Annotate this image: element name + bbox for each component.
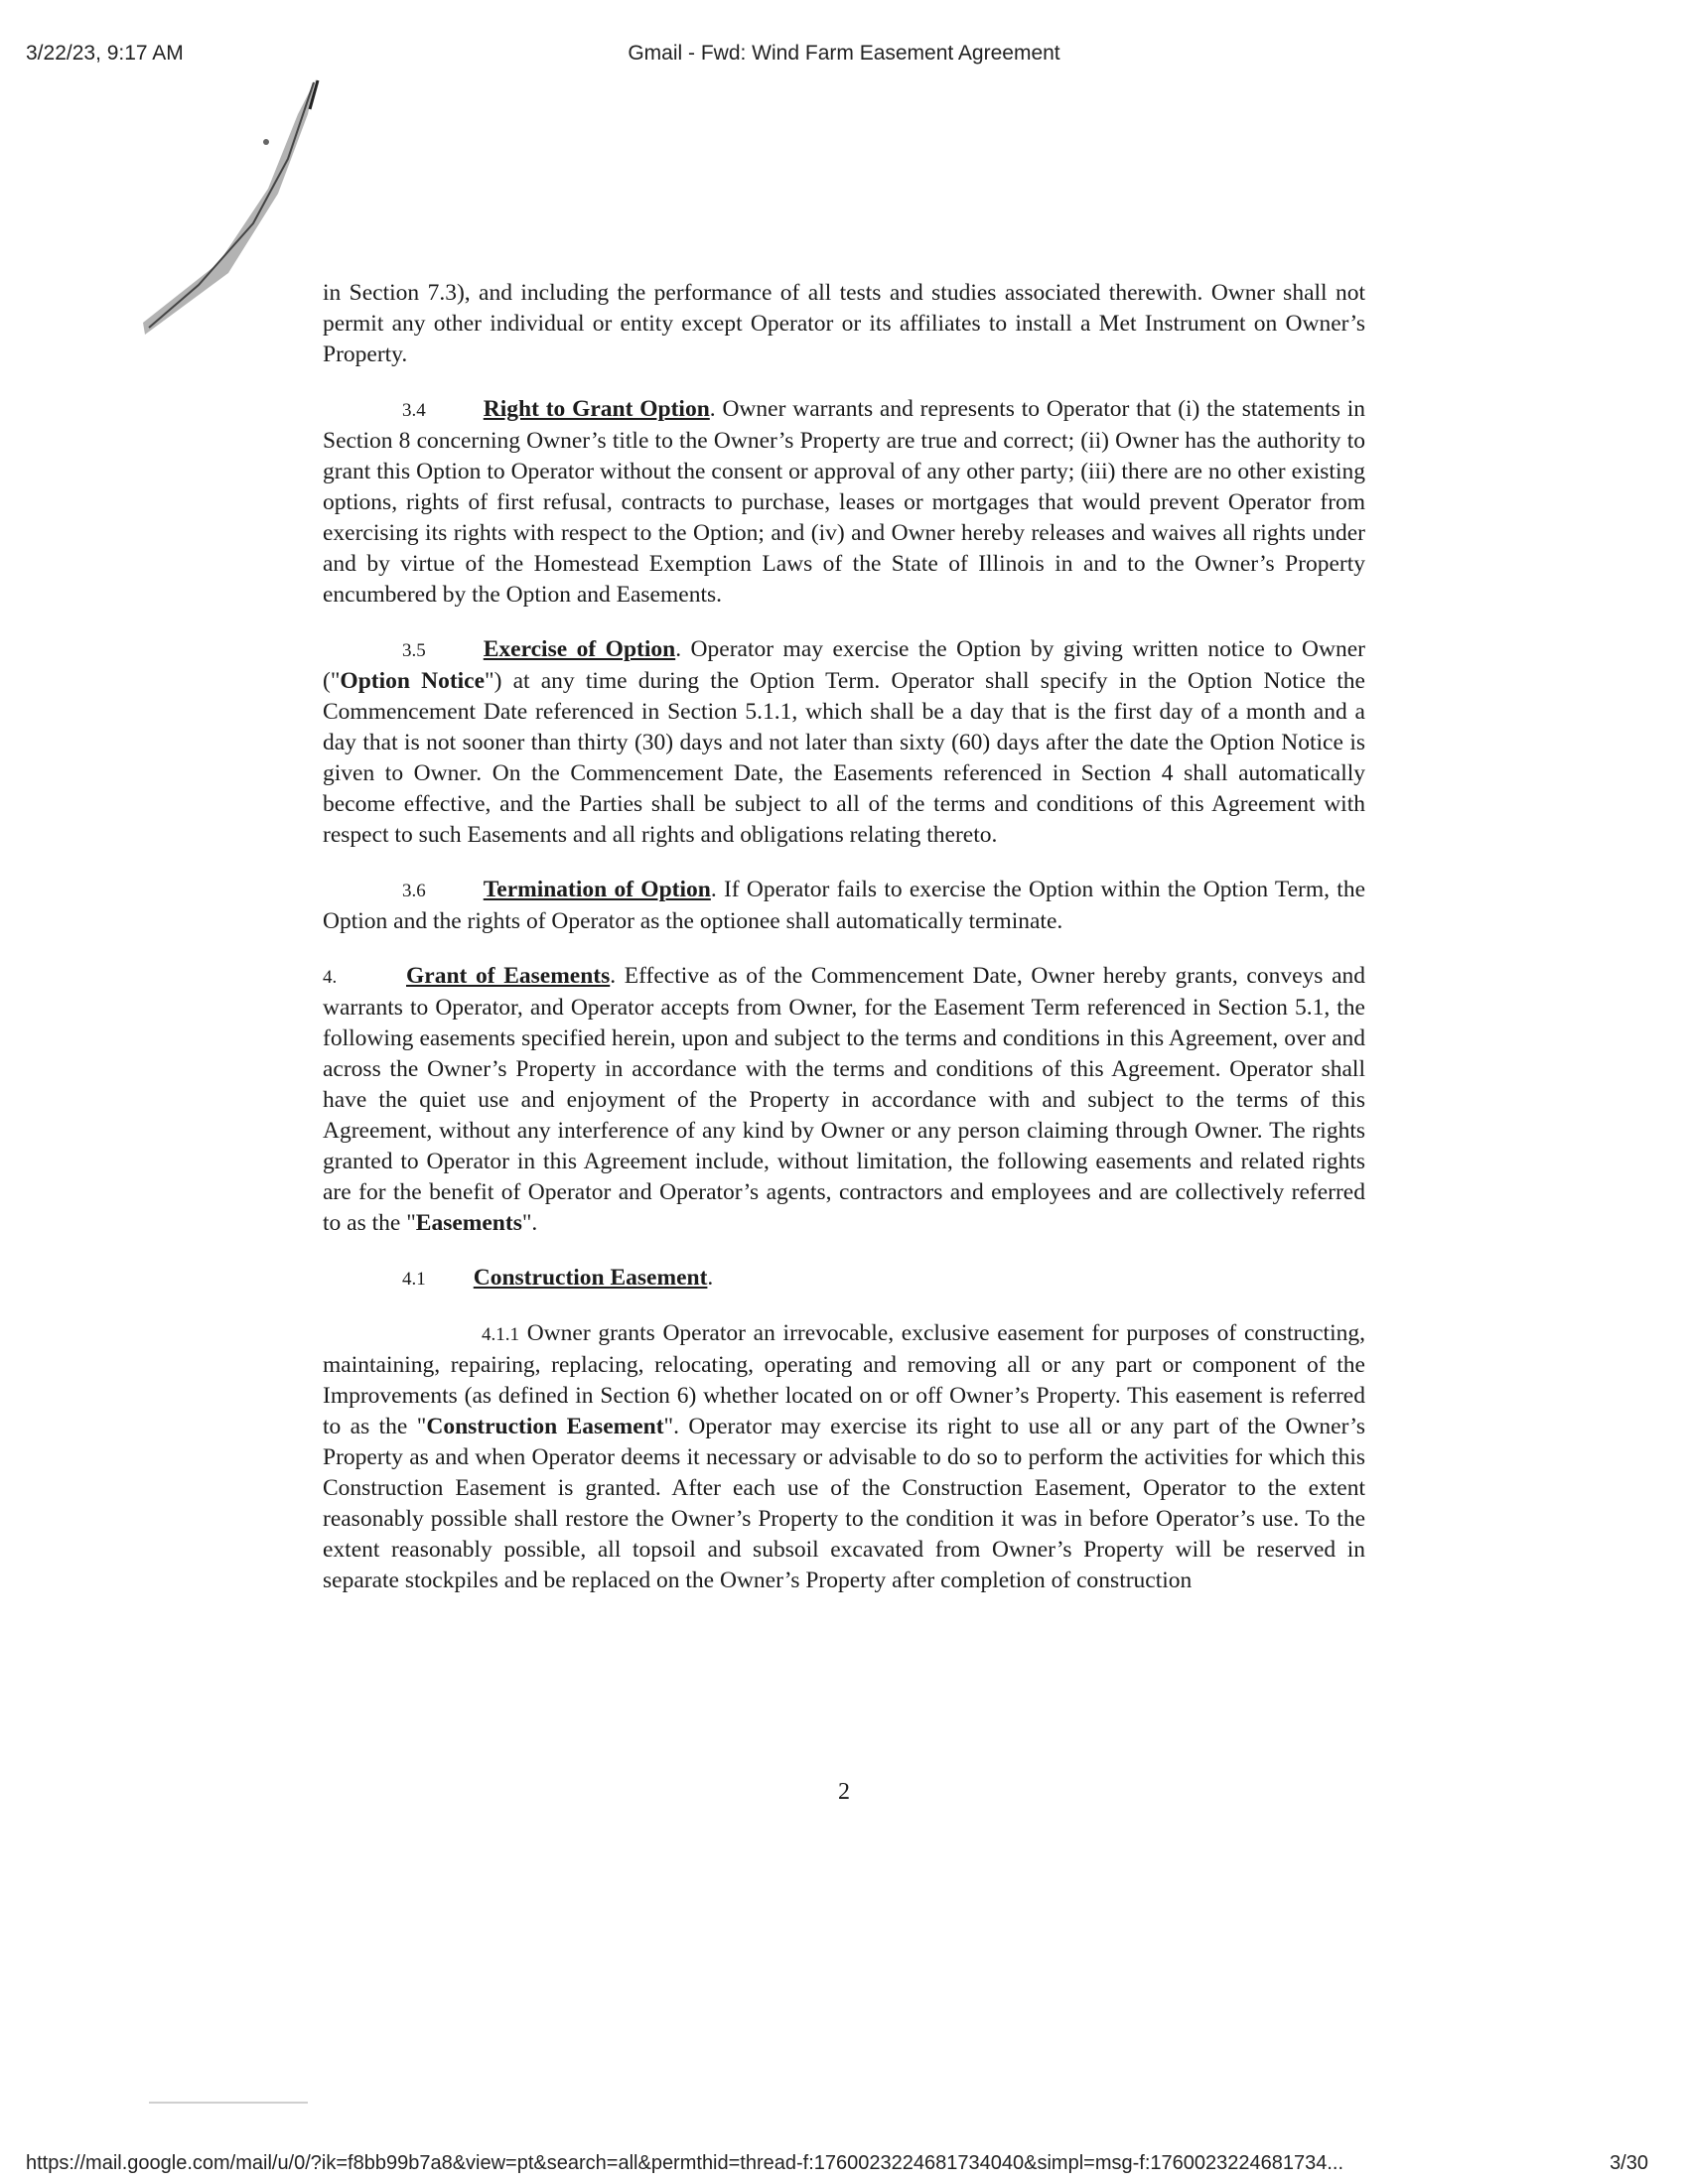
section-number: 4.1: [402, 1269, 426, 1290]
defined-term: Construction Easement: [426, 1414, 664, 1439]
section-heading: Construction Easement: [473, 1265, 708, 1291]
document-body: [323, 278, 1365, 1620]
print-page-count: 3/30: [1610, 2152, 1648, 2174]
print-url: https://mail.google.com/mail/u/0/?ik=f8bb99b7a8&view=pt&search=all&permthid=thread-f:1760023224681734040&simpl=msg-f:1760023224681734...: [26, 2152, 1344, 2174]
section-heading: Termination of Option: [483, 877, 711, 902]
defined-term: Option Notice: [340, 668, 486, 694]
page-number: 2: [838, 1779, 850, 1805]
section-body: . Effective as of the Commencement Date, Owner hereby grants, conveys and warrants to Operator, and Operator accepts from Owner, for the Easement Term referenced in Section 5.1, the following easements specified herein, upon and subject to the terms and conditions in this Agreement, over and across the Owner’s Property in accordance with the terms and conditions of this Agreement. Operator shall have the quiet use and enjoyment of the Property in accordance with and subject to the terms of this Agreement, without any interference of any kind by Owner or any person claiming through Owner. The rights granted to Operator in this Agreement include, without limitation, the following easements and related rights are for the benefit of Operator and Operator’s agents, contractors and employees and are collectively referred to as the ": [323, 963, 1365, 1236]
section-body: Owner grants Operator an irrevocable, exclusive easement for purposes of constructing, maintaining, repairing, replacing, relocating, operating and removing all or any part or component of the Improvements (as defined in Section 6) whether located on or off Owner’s Property. This easement is referred to as the ": [323, 1320, 1365, 1439]
section-4: [323, 961, 1365, 1239]
section-body: . Owner warrants and represents to Operator that (i) the statements in Section 8 concerning Owner’s title to the Owner’s Property are true and correct; (ii) Owner has the authority to grant this Option to Operator without the consent or approval of any other party; (iii) there are no other existing options, rights of first refusal, contracts to purchase, leases or mortgages that would prevent Operator from exercising its rights with respect to the Option; and (iv) and Owner hereby releases and waives all rights under and by virtue of the Homestead Exemption Laws of the State of Illinois in and to the Owner’s Property encumbered by the Option and Easements.: [323, 396, 1365, 608]
section-number: 3.5: [402, 640, 426, 661]
section-3-5: [323, 634, 1365, 851]
section-body-cont: ".: [521, 1210, 538, 1236]
section-number: 3.6: [402, 881, 426, 901]
section-body-cont: ". Operator may exercise its right to use all or any part of the Owner’s Property as and when Operator deems it necessary or advisable to do so to perform the activities for which this Construction Easement is granted. After each use of the Construction Easement, Operator to the extent reasonably possible shall restore the Owner’s Property to the condition it was in before Operator’s use. To the extent reasonably possible, all topsoil and subsoil excavated from Owner’s Property will be reserved in separate stockpiles and be replaced on the Owner’s Property after completion of construction: [323, 1414, 1365, 1593]
section-body: . If Operator fails to exercise the Option within the Option Term, the Option and the rights of Operator as the optionee shall automatically terminate.: [323, 877, 1365, 934]
section-tail: .: [707, 1265, 714, 1291]
section-4-1: [323, 1263, 1365, 1295]
scan-streak-mark: [139, 74, 328, 352]
section-3-4: [323, 394, 1365, 611]
section-body: . Operator may exercise the Option by giving written notice to Owner (": [323, 636, 1366, 694]
section-number: 4.: [323, 967, 338, 988]
section-4-1-1: [323, 1318, 1365, 1596]
scan-smudge: [149, 2102, 308, 2104]
section-heading: Grant of Easements: [406, 963, 611, 989]
print-datetime: 3/22/23, 9:17 AM: [26, 42, 184, 65]
print-title: Gmail - Fwd: Wind Farm Easement Agreement: [628, 42, 1060, 65]
defined-term: Easements: [415, 1210, 522, 1236]
paragraph-continuation: in Section 7.3), and including the performance of all tests and studies associated therewith. Owner shall not permit any other individual or entity except Operator or its affiliates to install a Met Instrument on Owner’s Property.: [323, 280, 1365, 367]
section-number: 3.4: [402, 400, 426, 421]
section-number: 4.1.1: [482, 1324, 519, 1345]
section-body-cont: ") at any time during the Option Term. Operator shall specify in the Option Notice the Commencement Date referenced in Section 5.1.1, which shall be a day that is the first day of a month and a day that is not sooner than thirty (30) days and not later than sixty (60) days after the date the Option Notice is given to Owner. On the Commencement Date, the Easements referenced in Section 4 shall automatically become effective, and the Parties shall be subject to all of the terms and conditions of this Agreement with respect to such Easements and all rights and obligations relating thereto.: [323, 668, 1365, 848]
section-3-6: [323, 875, 1365, 937]
section-heading: Exercise of Option: [483, 636, 676, 662]
section-heading: Right to Grant Option: [483, 396, 710, 422]
